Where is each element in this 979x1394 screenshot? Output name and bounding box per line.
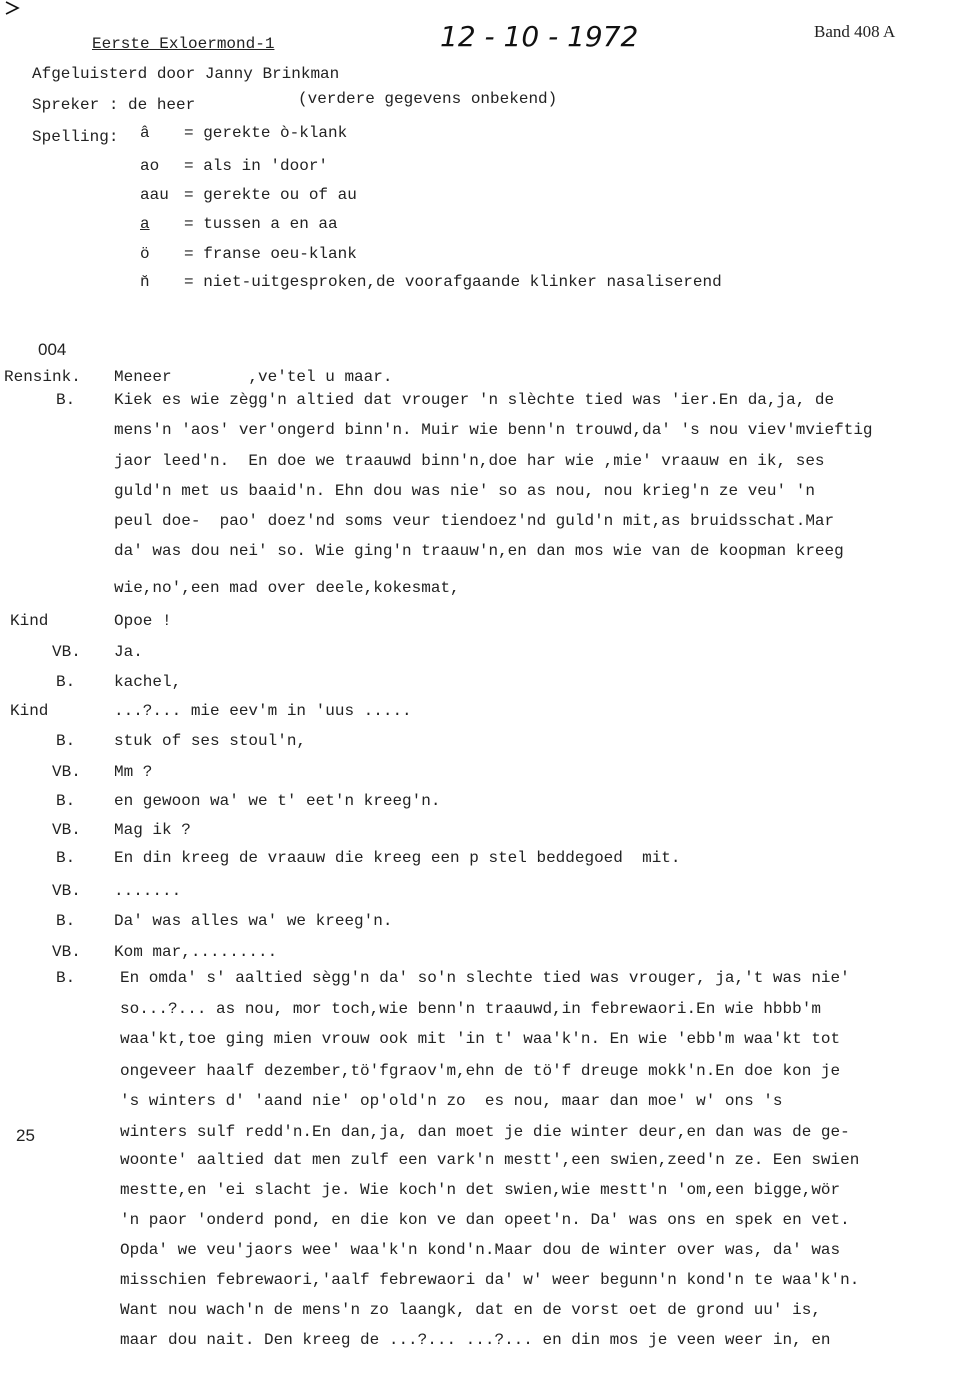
transcript-text: wie,no',een mad over deele,kokesmat, (114, 579, 460, 597)
transcript-line (0, 999, 979, 1021)
transcript-line (0, 642, 979, 664)
transcript-line (0, 611, 979, 633)
transcript-text: misschien febrewaori,'aalf febrewaori da' w' weer begunn'n kond'n te waa'k'n. (120, 1271, 860, 1289)
speaker-tag: B. (56, 732, 76, 750)
transcript-text: Ja. (114, 643, 143, 661)
speaker-tag: Kind (10, 612, 49, 630)
speaker-tag: Rensink. (4, 368, 81, 386)
transcript-line (0, 420, 979, 442)
spelling-description: = franse oeu-klank (184, 245, 357, 263)
spelling-symbol: ö (140, 245, 150, 263)
transcript-line (0, 1240, 979, 1262)
transcript-text: mestte,en 'ei slacht je. Wie koch'n det swien,wie mestt'n 'om,een bigge,wör (120, 1181, 841, 1199)
transcript-text: so...?... as nou, mor toch,wie benn'n traauwd,in febrewaori.En wie hbbb'm (120, 1000, 821, 1018)
spelling-description: = niet-uitgesproken,de voorafgaande klinker nasaliserend (184, 273, 722, 291)
speaker-tag: Kind (10, 702, 49, 720)
speaker-tag: VB. (52, 943, 81, 961)
speaker-tag: B. (56, 673, 76, 691)
spelling-symbol: â (140, 124, 150, 142)
transcript-text: mens'n 'aos' ver'ongerd binn'n. Muir wie benn'n trouwd,da' 's nou viev'mvieftig (114, 421, 873, 439)
band-label: Band 408 A (814, 22, 896, 41)
transcript-line (0, 481, 979, 503)
transcript-line (0, 1091, 979, 1113)
speaker-tag: B. (56, 912, 76, 930)
document-title: Eerste Exloermond-1 (92, 35, 275, 53)
spelling-symbol: a (140, 215, 150, 233)
transcript-text: kachel, (114, 673, 182, 691)
transcript-line (0, 1300, 979, 1322)
transcript-line (0, 848, 979, 870)
transcript-line (0, 541, 979, 563)
transcript-text: Opda' we veu'jaors wee' waa'k'n kond'n.Maar dou de winter over was, da' was (120, 1241, 841, 1259)
transcript-line (0, 578, 979, 600)
transcript-text: da' was dou nei' so. Wie ging'n traauw'n,en dan mos wie van de koopman kreeg (114, 542, 844, 560)
transcript-line (0, 1270, 979, 1292)
transcript-text: Meneer ,ve'tel u maar. (114, 368, 393, 386)
spelling-symbol: n̆ (140, 273, 150, 291)
transcript-text: jaor leed'n. En doe we traauwd binn'n,doe har wie ,mie' vraauw en ik, ses (114, 452, 825, 470)
transcript-line (0, 367, 979, 389)
line-marker-004: 004 (38, 340, 67, 359)
transcript-line (0, 1150, 979, 1172)
spelling-row (32, 214, 952, 236)
transcript-text: 's winters d' 'aand nie' op'old'n zo es nou, maar dan moe' w' ons 's (120, 1092, 783, 1110)
transcript-line (0, 701, 979, 723)
handwritten-date: 12 - 10 - 1972 (440, 20, 639, 53)
transcript-text: peul doe- pao' doez'nd soms veur tiendoez'nd guld'n mit,as bruidsschat.Mar (114, 512, 835, 530)
spelling-description: = als in 'door' (184, 157, 329, 175)
spelling-row (32, 244, 952, 266)
transcript-text: woonte' aaltied dat men zulf een vark'n mestt',een swien,zeed'n ze. Een swien (120, 1151, 860, 1169)
spelling-symbol: aau (140, 186, 169, 204)
spelling-label: Spelling: (32, 128, 119, 146)
line-marker-25: 25 (16, 1126, 35, 1145)
speaker-label: Spreker : de heer (32, 96, 196, 114)
transcript-line (0, 1061, 979, 1083)
transcript-line (0, 968, 979, 990)
recorded-by: Afgeluisterd door Janny Brinkman (32, 65, 340, 83)
transcript-text: guld'n met us baaid'n. Ehn dou was nie' so as nou, nou krieg'n ze veu' 'n (114, 482, 815, 500)
transcript-text: Kom mar,......... (114, 943, 278, 961)
transcript-text: winters sulf redd'n.En dan,ja, dan moet je die winter deur,en dan was de ge- (120, 1123, 850, 1141)
spelling-row (32, 272, 952, 294)
spelling-description: = gerekte ò-klank (184, 124, 348, 142)
transcript-text: 'n paor 'onderd pond, en die kon ve dan opeet'n. Da' was ons en spek en vet. (120, 1211, 850, 1229)
transcript-line (0, 390, 979, 412)
transcript-text: Kiek es wie zègg'n altied dat vrouger 'n slèchte tied was 'ier.En da,ja, de (114, 391, 835, 409)
speaker-tag: B. (56, 849, 76, 867)
spelling-row (32, 156, 952, 178)
transcript-line (0, 791, 979, 813)
spelling-row (32, 185, 952, 207)
spelling-description: = tussen a en aa (184, 215, 338, 233)
transcript-line (0, 762, 979, 784)
speaker-note: (verdere gegevens onbekend) (298, 90, 558, 108)
transcript-line (0, 942, 979, 964)
transcript-text: En din kreeg de vraauw die kreeg een p stel beddegoed mit. (114, 849, 681, 867)
transcript-line (0, 731, 979, 753)
transcript-line (0, 911, 979, 933)
speaker-tag: VB. (52, 821, 81, 839)
transcript-line (0, 451, 979, 473)
transcript-line (0, 511, 979, 533)
speaker-tag: B. (56, 391, 76, 409)
transcript-line (0, 1210, 979, 1232)
transcript-line (0, 1330, 979, 1352)
transcript-text: stuk of ses stoul'n, (114, 732, 307, 750)
transcript-line (0, 1122, 979, 1144)
transcript-text: ....... (114, 882, 182, 900)
transcript-line (0, 820, 979, 842)
transcript-text: ...?... mie eev'm in 'uus ..... (114, 702, 412, 720)
transcript-line (0, 881, 979, 903)
transcript-text: Want nou wach'n de mens'n zo laangk, dat en de vorst oet de grond uu' is, (120, 1301, 821, 1319)
transcript-line (0, 1180, 979, 1202)
speaker-tag: B. (56, 792, 76, 810)
transcript-text: Mm ? (114, 763, 153, 781)
speaker-tag: B. (56, 969, 76, 987)
transcript-text: Mag ik ? (114, 821, 191, 839)
transcript-text: En omda' s' aaltied sègg'n da' so'n slechte tied was vrouger, ja,'t was nie' (120, 969, 850, 987)
transcript-text: maar dou nait. Den kreeg de ...?... ...?... en din mos je veen weer in, en (120, 1331, 831, 1349)
spelling-description: = gerekte ou of au (184, 186, 357, 204)
speaker-tag: VB. (52, 882, 81, 900)
transcript-text: ongeveer haalf dezember,tö'fgraov'm,ehn de tö'f dreuge mokk'n.En doe kon je (120, 1062, 841, 1080)
transcript-text: waa'kt,toe ging mien vrouw ook mit 'in t' waa'k'n. En wie 'ebb'm waa'kt tot (120, 1030, 841, 1048)
transcript-text: Da' was alles wa' we kreeg'n. (114, 912, 393, 930)
transcript-text: en gewoon wa' we t' eet'n kreeg'n. (114, 792, 441, 810)
speaker-tag: VB. (52, 763, 81, 781)
transcript-text: Opoe ! (114, 612, 172, 630)
speaker-tag: VB. (52, 643, 81, 661)
transcript-line (0, 1029, 979, 1051)
spelling-row (32, 123, 952, 145)
corner-mark-icon (2, 0, 22, 20)
spelling-symbol: ao (140, 157, 160, 175)
transcript-line (0, 672, 979, 694)
